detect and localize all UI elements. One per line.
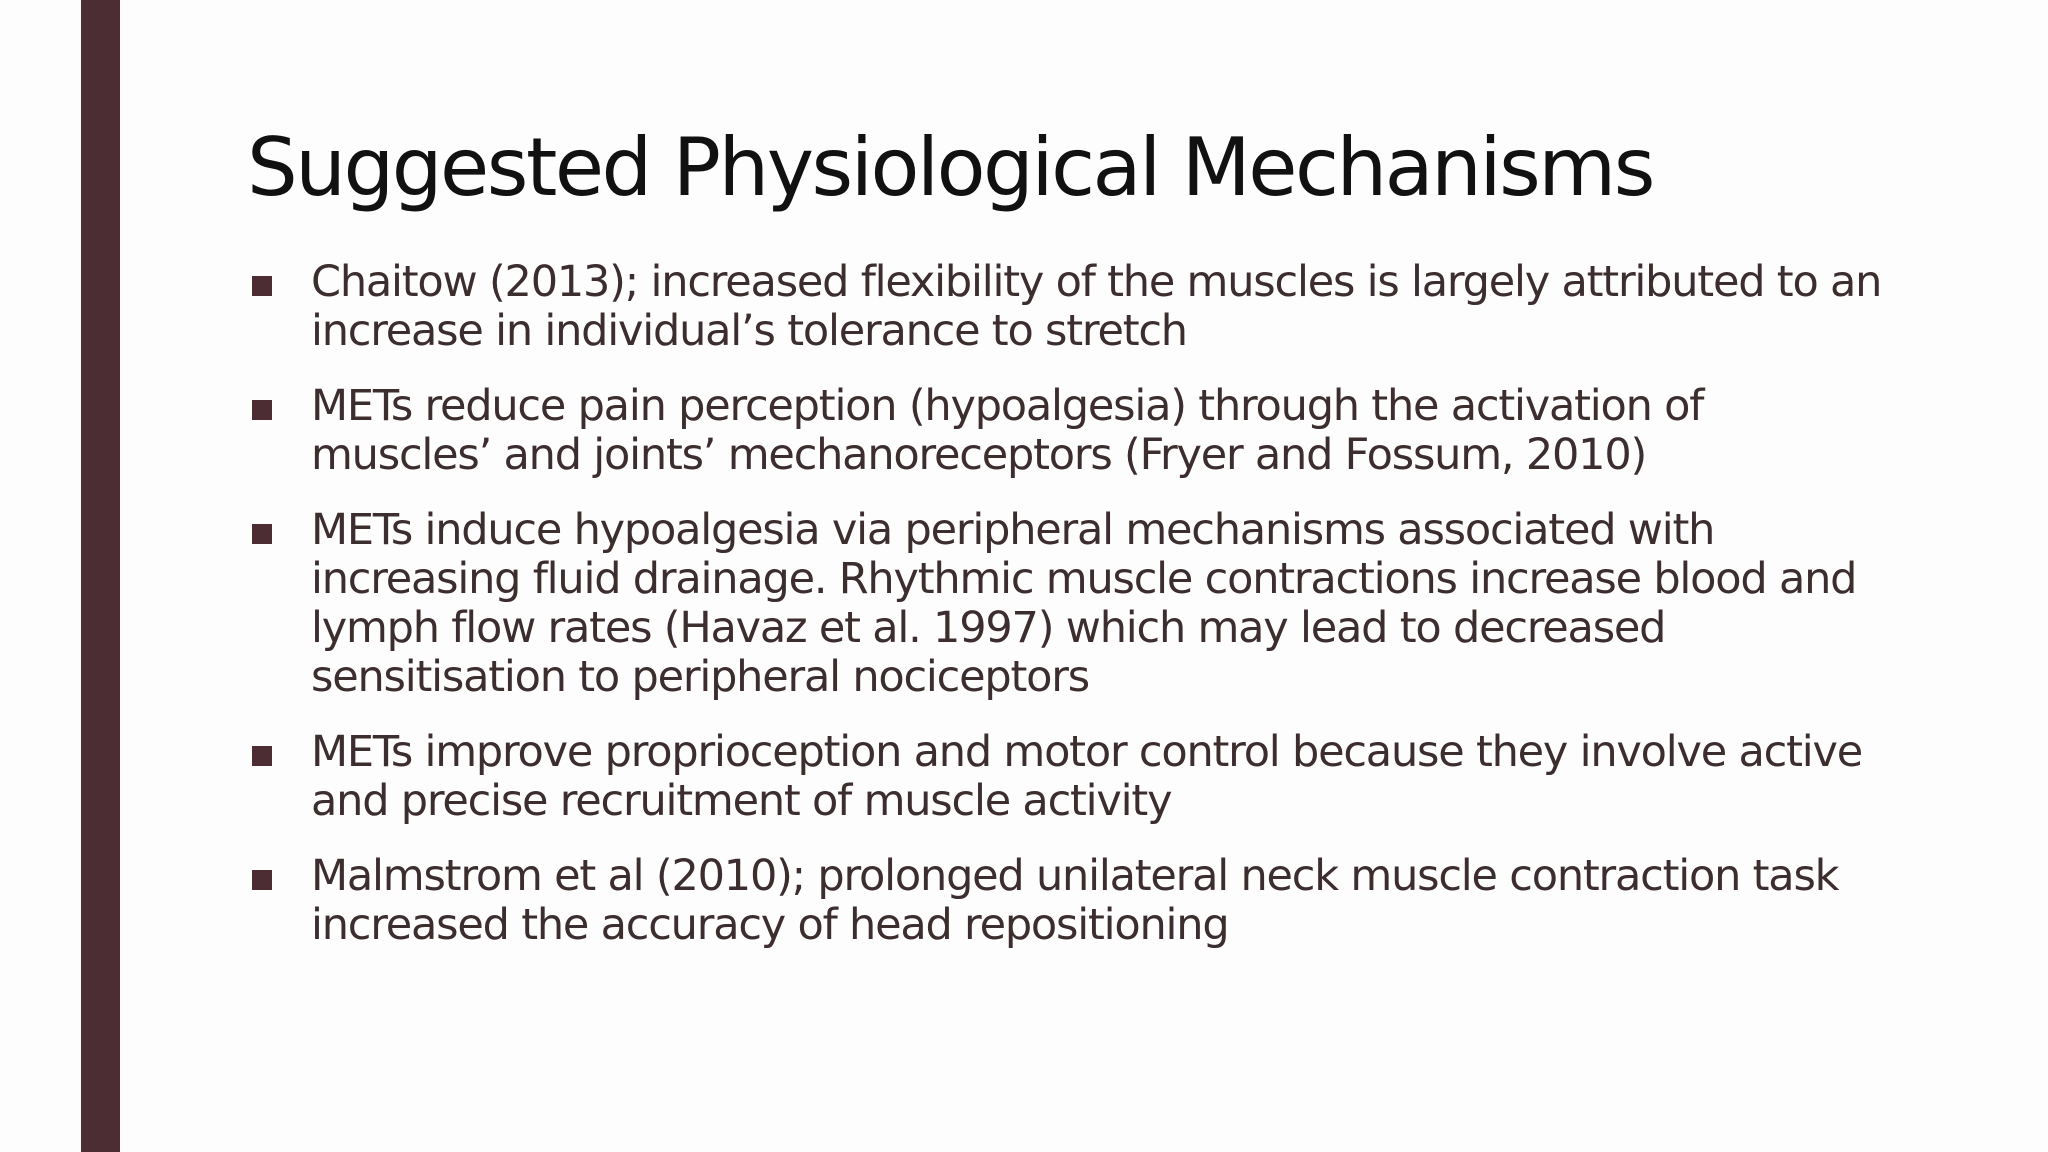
square-bullet-icon (252, 870, 272, 890)
accent-side-bar (81, 0, 120, 1152)
bullet-item (247, 506, 1887, 702)
square-bullet-icon (252, 400, 272, 420)
bullet-text: METs improve proprioception and motor control because they involve active and precise recruitment of muscle activity (311, 727, 1862, 826)
square-bullet-icon (252, 276, 272, 296)
bullet-list (247, 258, 1887, 976)
bullet-item (247, 852, 1887, 950)
bullet-item (247, 728, 1887, 826)
bullet-item (247, 382, 1887, 480)
slide-title: Suggested Physiological Mechanisms (247, 121, 1653, 214)
square-bullet-icon (252, 524, 272, 544)
bullet-text: Chaitow (2013); increased flexibility of the muscles is largely attributed to an increase in individual’s tolerance to stretch (311, 257, 1882, 356)
bullet-item (247, 258, 1887, 356)
bullet-text: Malmstrom et al (2010); prolonged unilateral neck muscle contraction task increased the accuracy of head repositioning (311, 851, 1839, 950)
bullet-text: METs induce hypoalgesia via peripheral mechanisms associated with increasing fluid drainage. Rhythmic muscle contractions increase blood and lymph flow rates (Havaz et al. 1997) which may lead to decreased sensitisation to peripheral nociceptors (311, 505, 1857, 702)
bullet-text: METs reduce pain perception (hypoalgesia) through the activation of muscles’ and joints’ mechanoreceptors (Fryer and Fossum, 2010) (311, 381, 1704, 480)
square-bullet-icon (252, 746, 272, 766)
